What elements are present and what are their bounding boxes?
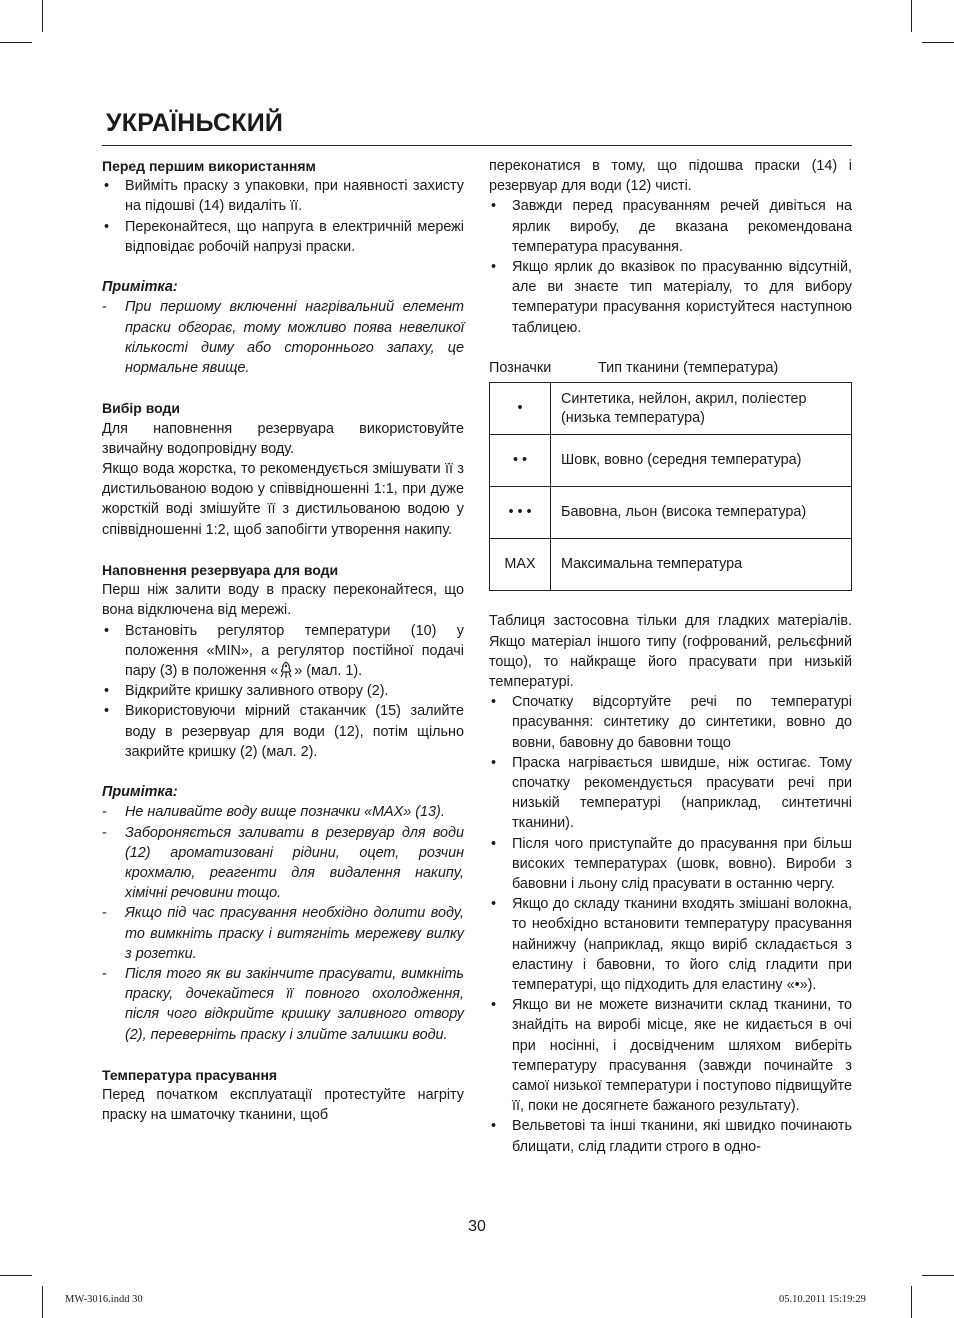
list-item: • Використовуючи мірний стаканчик (15) залийте воду в резервуар для води (12), потім щільно закрийте кришку (2) (мал. 2).	[104, 703, 464, 760]
section-heading: Вибір води	[102, 400, 180, 417]
list-item: • Вельветові та інші тканини, які швидко починають блищати, слід гладити строго в одно-	[491, 1118, 852, 1155]
table-header	[489, 358, 852, 378]
bullet-icon: •	[491, 754, 497, 771]
dash-icon: -	[102, 905, 107, 922]
crop-mark	[922, 1275, 954, 1276]
list-item: • Якщо до складу тканини входять змішані волокна, то необхідно встановити температуру прасування найнижчу (наприклад, якщо виріб складається з еластину і бавовни, то його слід гладити при температурі, що підходить для еластину «•»).	[491, 896, 852, 994]
dash-icon: -	[102, 299, 107, 316]
page-number: 30	[468, 1218, 486, 1235]
list-item: • Переконайтеся, що напруга в електричній мережі відповідає робочій напрузі праски.	[104, 218, 464, 255]
fabric-cell: Максимальна температура	[551, 539, 852, 591]
right-column	[489, 156, 852, 1157]
title-divider	[102, 145, 852, 146]
table-col-symbols: Позначки	[489, 360, 552, 377]
symbol-cell: • • •	[490, 487, 551, 539]
bullet-icon: •	[491, 835, 497, 852]
crop-mark	[911, 0, 912, 32]
paragraph: Перед початком експлуатації протестуйте нагріту праску на шматочку тканини, щоб	[102, 1087, 464, 1124]
list-item: - Якщо під час прасування необхідно долити воду, то вимкніть праску і витягніть мережеву вилку з розетки.	[102, 905, 464, 962]
steam-icon	[278, 661, 294, 679]
crop-mark	[0, 42, 32, 43]
table-row	[490, 487, 852, 539]
table-row	[490, 383, 852, 435]
list-item: • Завжди перед прасуванням речей дивіться на ярлик виробу, де вказана рекомендована температура прасування.	[491, 198, 852, 255]
list-item: • Якщо ярлик до вказівок по прасуванню відсутній, але ви знаєте тип матеріалу, то для вибору температури прасування користуйтеся наступною таблицею.	[491, 259, 852, 336]
left-column	[102, 156, 464, 1126]
note-heading: Примітка:	[102, 784, 178, 801]
list-item: • Якщо ви не можете визначити склад тканини, то знайдіть на виробі місце, яке не кидається в очі при носінні, і досвідченим шляхом виберіть температуру прасування (завжди починайте з самої низької температури і поступово підвищуйте її, поки не досягнете бажаного результату).	[491, 997, 852, 1115]
bullet-icon: •	[491, 896, 497, 913]
section-heading: Перед першим використанням	[102, 158, 316, 174]
list-item: - Після того як ви закінчите прасувати, вимкніть праску, дочекайтеся її повного охолодження, після чого відкрийте кришку заливного отвору (2), переверніть праску і злийте залишки води.	[102, 966, 464, 1043]
paragraph: Для наповнення резервуара використовуйте звичайну водопровідну воду.	[102, 420, 464, 457]
fabric-cell: Шовк, вовно (середня температура)	[551, 435, 852, 487]
crop-mark	[42, 1286, 43, 1318]
note-heading: Примітка:	[102, 279, 178, 296]
list-item: • Праска нагрівається швидше, ніж остигає. Тому спочатку рекомендується прасувати речі при низькій температурі (наприклад, синтетичні тканини).	[491, 754, 852, 832]
table-row	[490, 539, 852, 591]
note-list	[102, 297, 464, 378]
page-title: УКРАЇНЬСКИЙ	[106, 109, 284, 137]
crop-mark	[911, 1286, 912, 1318]
dash-icon: -	[102, 804, 107, 821]
bullet-list	[489, 196, 852, 337]
crop-mark	[0, 1275, 32, 1276]
bullet-icon: •	[491, 198, 497, 215]
bullet-list	[489, 692, 852, 1157]
paragraph: переконатися в тому, що підошва праски (14) і резервуар для води (12) чисті.	[489, 158, 852, 195]
bullet-list	[102, 176, 464, 257]
bullet-icon: •	[104, 683, 110, 700]
bullet-icon: •	[491, 1118, 497, 1135]
list-item: • Після чого приступайте до прасування при більш високих температурах (шовк, вовно). Вироби з бавовни і льону слід прасувати в останню чергу.	[491, 835, 852, 893]
bullet-icon: •	[491, 259, 497, 276]
list-item: • Встановіть регулятор температури (10) у положення «MIN», а регулятор постійної подачі пару (3) в положення « » (мал. 1).	[104, 622, 464, 680]
paragraph: Таблиця застосовна тільки для гладких матеріалів. Якщо матеріал іншого типу (гофрований, рельєфний тощо), то найкраще його прасувати при низькій температурі.	[489, 613, 852, 691]
symbol-cell: • •	[490, 435, 551, 487]
table-col-fabric: Тип тканини (температура)	[598, 360, 779, 377]
list-item: • Спочатку відсортуйте речі по температурі прасування: синтетику до синтетики, вовно до вовни, бавовну до бавовни тощо	[491, 694, 852, 751]
fabric-table	[489, 382, 852, 591]
list-item: - Забороняється заливати в резервуар для води (12) ароматизовані рідини, оцет, розчин крохмалю, реагенти для видалення накипу, хімічні речовини тощо.	[102, 824, 464, 902]
footer-filename: MW-3016.indd 30	[65, 1294, 143, 1305]
list-item: • Вийміть праску з упаковки, при наявності захисту на підошві (14) видаліть її.	[104, 178, 464, 215]
list-item: - При першому включенні нагрівальний елемент праски обгорає, тому можливо поява невеликої кількості диму або стороннього запаху, це нормальне явище.	[102, 299, 464, 377]
section-heading: Наповнення резервуара для води	[102, 562, 339, 579]
footer-timestamp: 05.10.2011 15:19:29	[779, 1294, 866, 1305]
bullet-icon: •	[104, 703, 110, 720]
fabric-cell: Бавовна, льон (висока температура)	[551, 487, 852, 539]
paragraph: Перш ніж залити воду в праску переконайтеся, що вона відключена від мережі.	[102, 582, 464, 619]
dash-icon: -	[102, 966, 107, 983]
bullet-icon: •	[104, 622, 110, 639]
paragraph: Якщо вода жорстка, то рекомендується змішувати її з дистильованою водою у співвідношенні 1:1, при дуже жорсткій воді змішуйте її з дистильованою водою у співвідношенні 1:2, щоб запобігти утворення накипу.	[102, 461, 464, 538]
fabric-cell: Синтетика, нейлон, акрил, поліестер (низька температура)	[551, 383, 852, 435]
symbol-cell: MAX	[490, 539, 551, 591]
note-list	[102, 802, 464, 1044]
section-heading: Температура прасування	[102, 1067, 278, 1084]
list-item: • Відкрийте кришку заливного отвору (2).	[102, 681, 464, 701]
bullet-icon: •	[104, 218, 110, 235]
crop-mark	[922, 42, 954, 43]
bullet-icon: •	[491, 997, 497, 1014]
table-row	[490, 435, 852, 487]
dash-icon: -	[102, 824, 107, 841]
bullet-icon: •	[491, 694, 497, 711]
list-item: - Не наливайте воду вище позначки «MAX» (13).	[102, 802, 464, 822]
bullet-list	[102, 621, 464, 762]
symbol-cell: •	[490, 383, 551, 435]
bullet-icon: •	[104, 178, 110, 195]
crop-mark	[42, 0, 43, 32]
